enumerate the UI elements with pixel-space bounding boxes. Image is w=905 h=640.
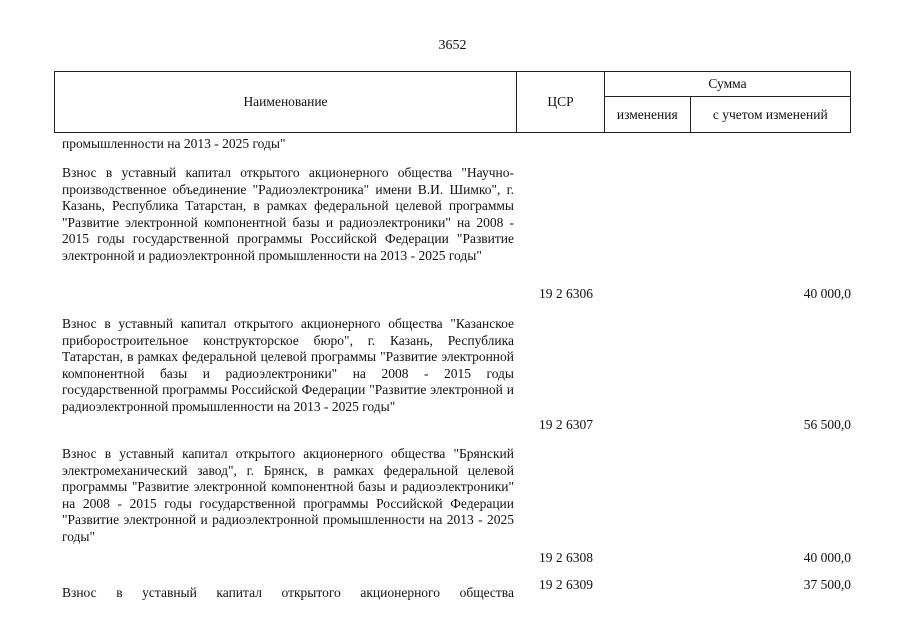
- table-row: [62, 165, 851, 302]
- table-row: [62, 446, 851, 566]
- row-description: Взнос в уставный капитал открытого акционерного общества: [62, 585, 514, 600]
- row-description: Взнос в уставный капитал открытого акционерного общества "Научно-производственное объединение "Радиоэлектроника" имени В.И. Шимко", г. Казань, Республика Татарстан, в рамках федеральной целевой программы "Развитие электронной компонентной базы и радиоэлектроники" на 2008 - 2015 годы государственной программы Российской Федерации "Развитие электронной и радиоэлектронной промышленности на 2013 - 2025 годы": [62, 165, 514, 263]
- column-header-sum: Сумма: [605, 72, 851, 97]
- row-csr-code: 19 2 6307: [539, 417, 593, 432]
- column-header-csr: ЦСР: [517, 72, 605, 133]
- column-header-name: Наименование: [55, 72, 517, 133]
- page-number: 3652: [438, 38, 467, 53]
- row-description: Взнос в уставный капитал открытого акционерного общества "Брянский электромеханический завод", г. Брянск, в рамках федеральной целевой программы "Развитие электронной компонентной базы и радиоэлектроники" на 2008 - 2015 годы государственной программы Российской Федерации "Развитие электронной и радиоэлектронной промышленности на 2013 - 2025 годы": [62, 446, 514, 544]
- table-row: [62, 316, 851, 433]
- row-description: Взнос в уставный капитал открытого акционерного общества "Казанское приборостроительное конструкторское бюро", г. Казань, Республика Татарстан, в рамках федеральной целевой программы "Развитие электронной компонентной базы и радиоэлектроники" на 2008 - 2015 годы государственной программы Российской Федерации "Развитие электронной и радиоэлектронной промышленности на 2013 - 2025 годы": [62, 316, 514, 414]
- column-header-changes: изменения: [605, 97, 691, 133]
- row-amount: 56 500,0: [803, 417, 851, 432]
- column-header-with-changes: с учетом изменений: [690, 97, 850, 133]
- row-amount: 40 000,0: [803, 550, 851, 565]
- table-header: [54, 71, 851, 133]
- table-row: [62, 577, 851, 605]
- row-amount: 40 000,0: [803, 286, 851, 301]
- row-csr-code: 19 2 6306: [539, 286, 593, 301]
- row-csr-code: 19 2 6309: [539, 577, 593, 592]
- row-amount: 37 500,0: [803, 577, 851, 592]
- row-csr-code: 19 2 6308: [539, 550, 593, 565]
- continuation-text: промышленности на 2013 - 2025 годы": [62, 136, 286, 151]
